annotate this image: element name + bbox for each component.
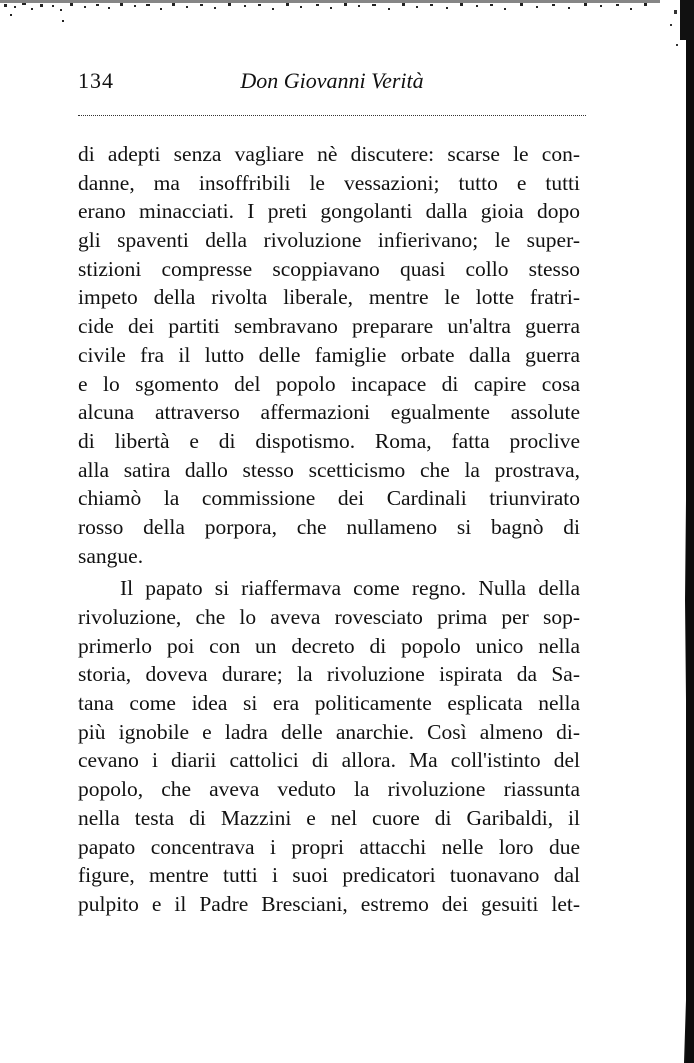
text-line: civile fra il lutto delle famiglie orbate dalla guerra xyxy=(78,342,580,367)
text-line: stizioni compresse scoppiavano quasi collo stesso xyxy=(78,256,580,281)
text-line: più ignobile e ladra delle anarchie. Così almeno di- xyxy=(78,719,580,744)
text-line: alcuna attraverso affermazioni egualmente assolute xyxy=(78,400,580,425)
text-line: papato concentrava i propri attacchi nelle loro due xyxy=(78,834,580,859)
text-line: popolo, che aveva veduto la rivoluzione riassunta xyxy=(78,777,580,802)
text-line: pulpito e il Padre Bresciani, estremo dei gesuiti let- xyxy=(78,891,580,916)
text-line: primerlo poi con un decreto di popolo unico nella xyxy=(78,633,580,658)
scan-noise xyxy=(0,0,660,40)
text-line: rivoluzione, che lo aveva rovesciato prima per sop- xyxy=(78,605,580,629)
text-line: di libertà e di dispotismo. Roma, fatta proclive xyxy=(78,428,580,453)
text-line: rosso della porpora, che nullameno si bagnò di xyxy=(78,514,580,539)
text-line: Il papato si riaffermava come regno. Nulla della xyxy=(120,576,580,601)
page-header xyxy=(78,68,586,102)
text-line: impeto della rivolta liberale, mentre le lotte fratri- xyxy=(78,285,580,310)
body-text xyxy=(78,140,580,919)
running-title: Don Giovanni Verità xyxy=(240,68,424,93)
text-line: erano minacciati. I preti gongolanti dalla gioia dopo xyxy=(78,199,580,224)
text-line: nella testa di Mazzini e nel cuore di Garibaldi, il xyxy=(78,805,580,830)
text-line: chiamò la commissione dei Cardinali triunvirato xyxy=(78,486,580,511)
text-line: sangue. xyxy=(78,543,144,568)
text-line: cide dei partiti sembravano preparare un'altra guerra xyxy=(78,314,580,339)
header-divider xyxy=(78,115,586,116)
page-number: 134 xyxy=(78,68,114,93)
text-line: gli spaventi della rivoluzione infierivano; le super- xyxy=(78,228,580,253)
text-line: danne, ma insoffribili le vessazioni; tutto e tutti xyxy=(78,170,580,195)
text-line: tana come idea si era politicamente esplicata nella xyxy=(78,691,580,716)
paragraph-2 xyxy=(78,574,580,918)
paragraph-1 xyxy=(78,140,580,570)
text-line: figure, mentre tutti i suoi predicatori tuonavano dal xyxy=(78,863,580,888)
text-line: e lo sgomento del popolo incapace di capire cosa xyxy=(78,371,580,396)
binding-edge xyxy=(660,0,694,1063)
text-line: cevano i diarii cattolici di allora. Ma coll'istinto del xyxy=(78,748,580,773)
text-line: storia, doveva durare; la rivoluzione ispirata da Sa- xyxy=(78,662,580,687)
text-line: di adepti senza vagliare nè discutere: scarse le con- xyxy=(78,142,580,166)
text-line: alla satira dallo stesso scetticismo che la prostrava, xyxy=(78,457,580,482)
